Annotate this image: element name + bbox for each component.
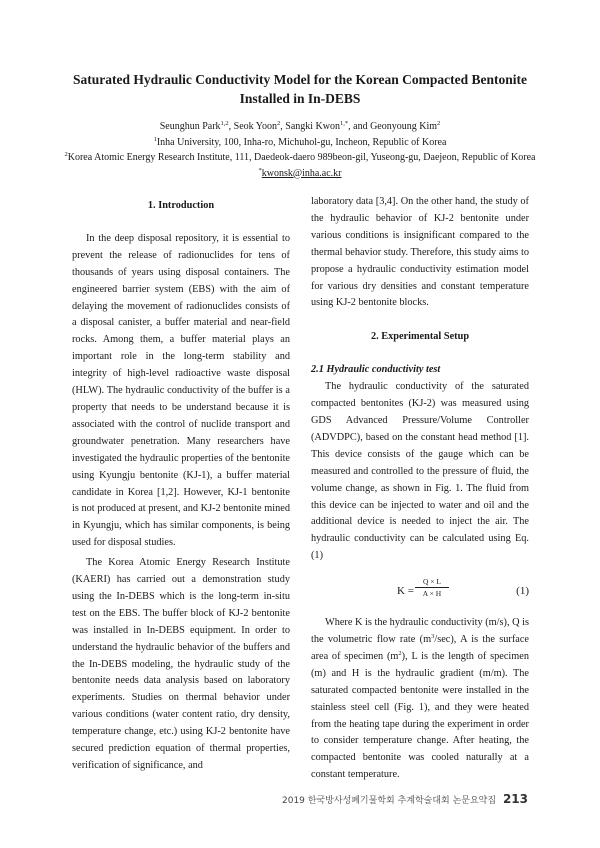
left-column (72, 198, 290, 775)
corresponding-email: *kwonsk@inha.ac.kr (258, 166, 342, 179)
equation-lhs: K = (397, 585, 414, 598)
author-block (20, 119, 580, 181)
paper-title-line2: Installed in In-DEBS (239, 91, 361, 106)
equation-1 (311, 571, 529, 611)
equation-number: (1) (516, 585, 529, 598)
affiliation-2: $^2$Korea Atomic Energy Research Institute, 111, Daedeok-daero 989beon-gil, Yuseong-gu, Daejeon, Republic of Korea (64, 151, 536, 163)
setup-paragraph-2: Where K is the hydraulic conductivity (m/s), Q is the volumetric flow rate $(m^3/\sec)$, A is the surface area of specimen $(m^2)$, L is the length of specimen (m) and H is the hydraulic gradient (m/m). The saturated compacted bentonite were installed in the stainless steel cell (Fig. 1), and they were heated from the heating tape during the experiment in order to consider temperature change. After heating, the compacted bentonite was cooled naturally at a constant temperature. (311, 617, 529, 781)
equation-numerator: Q × L (415, 577, 449, 588)
intro-paragraph-1: In the deep disposal repository, it is essential to prevent the release of radionuclides for tens of thousands of years using disposal containers. The engineered barrier system (EBS) with the aim of delaying the movement of radionuclides consists of a disposal canister, a buffer material and near-field rocks. Among them, a buffer material plays an important role in the long-term stability and integrity of high-level radioactive waste disposal (HLW). The hydraulic conductivity of the buffer is a property that needs to be understand because it is associated with the control of nuclide transport and groundwater penetration. Many researchers have investigated the hydraulic properties of the bentonite using Kyungju bentonite (KJ-1), a buffer material candidate in Korea [1,2]. However, KJ-1 bentonite is not produced at present, and KJ-2 bentonite mined in Kyungju, which has similar components, is being used for disposal studies. (72, 232, 290, 549)
intro-paragraph-2: The Korea Atomic Energy Research Institute (KAERI) has carried out a demonstration study using the In-DEBS which is the long-term in-situ test on the EBS. The buffer block of KJ-2 bentonite was installed in In-DEBS equipment. In order to understand the hydraulic behavior of the buffers and the In-DEBS modeling, the hydraulic study of the bentonite needs data analysis based on laboratory experiments. Studies on thermal behavior under various conditions (water content ratio, dry density, temperature change, etc.) using KJ-2 bentonite have secured prediction equation of thermal properties, verification of significance, and (72, 557, 290, 771)
page-number: 213 (502, 792, 528, 806)
right-column (311, 194, 529, 784)
subsection-heading: 2.1 Hydraulic conductivity test (311, 364, 441, 376)
intro-paragraph-2-continued: laboratory data [3,4]. On the other hand, the study of the hydraulic behavior of KJ-2 bentonite under various conditions is insignificant compared to the thermal behavior study. Therefore, this study aims to propose a hydraulic conductivity estimation model for various dry densities and constant temperature using KJ-2 bentonite blocks. (311, 196, 529, 309)
intro-heading: 1. Introduction (147, 200, 215, 211)
page-footer (282, 792, 528, 806)
proceedings-title: 2019 한국방사성폐기물학회 추계학술대회 논문요약집 (282, 796, 497, 806)
paper-title-line1: Saturated Hydraulic Conductivity Model for the Korean Compacted Bentonite (73, 72, 527, 87)
author-list: Seunghun Park$^{1,2}$, Seok Yoon$^2$, Sangki Kwon$^{1,*}$, and Geonyoung Kim$^2$ (159, 120, 441, 132)
setup-paragraph-1: The hydraulic conductivity of the saturated compacted bentonites (KJ-2) was measured using GDS Advanced Pressure/Volume Controller (ADVDPC), based on the constant head method [1]. This device consists of the gauge which can be measured and controlled to the pressure of fluid, the volume change, as shown in Fig. 1. The fluid from this device can be injected to water and oil and the additional device is needed to inject the air. The hydraulic conductivity can be calculated using Eq. (1) (311, 381, 529, 562)
setup-heading: 2. Experimental Setup (370, 331, 470, 343)
affiliation-1: $^1$Inha University, 100, Inha-ro, Michuhol-gu, Incheon, Republic of Korea (153, 135, 447, 148)
equation-fraction (415, 577, 449, 599)
equation-denominator: A × H (422, 589, 442, 599)
paper-title (40, 70, 560, 108)
